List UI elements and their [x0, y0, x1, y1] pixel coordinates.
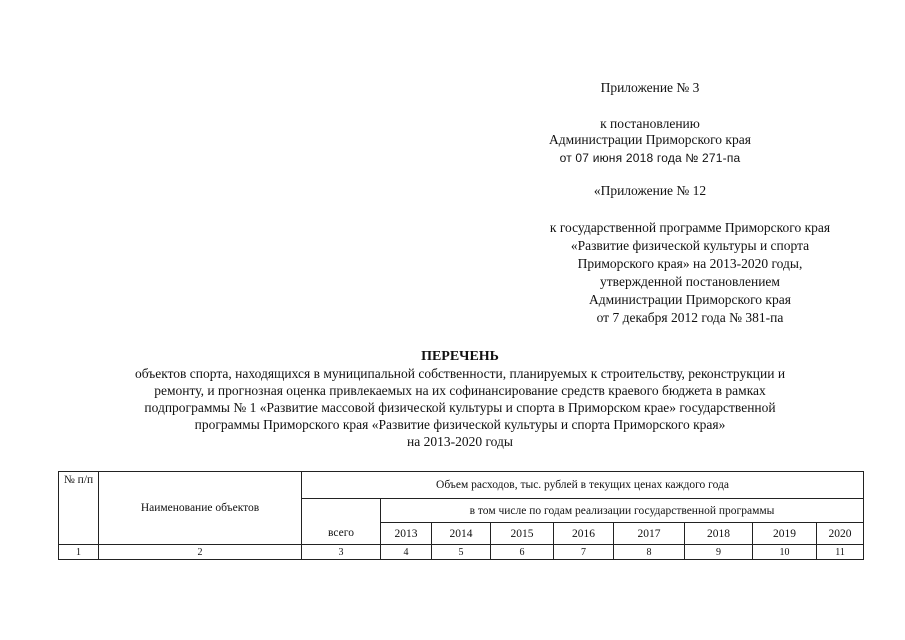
numbering-cell: 1 — [59, 545, 99, 560]
resolution-date-stamp: от 07 июня 2018 года № 271-па — [559, 151, 741, 165]
objects-table — [58, 471, 864, 560]
year-cell: 2014 — [432, 523, 491, 545]
program-line: к государственной программе Приморского края — [549, 220, 831, 235]
title-line: подпрограммы № 1 «Развитие массовой физической культуры и спорта в Приморском крае» государственной — [144, 400, 776, 415]
col-including-header: в том числе по годам реализации государственной программы — [381, 499, 864, 523]
year-cell: 2019 — [753, 523, 817, 545]
administration-label: Администрации Приморского края — [549, 132, 751, 147]
year-cell: 2016 — [554, 523, 614, 545]
col-name-header: Наименование объектов — [99, 472, 302, 545]
program-line: от 7 декабря 2012 года № 381-па — [596, 310, 784, 325]
year-cell: 2013 — [381, 523, 432, 545]
numbering-cell: 6 — [491, 545, 554, 560]
document-heading: ПЕРЕЧЕНЬ — [421, 349, 499, 364]
title-line: объектов спорта, находящихся в муниципальной собственности, планируемых к строительству, реконструкции и — [134, 366, 786, 381]
numbering-cell: 10 — [753, 545, 817, 560]
title-line: ремонту, и прогнозная оценка привлекаемых на их софинансирование средств краевого бюджета в рамках — [154, 383, 766, 398]
numbering-cell: 5 — [432, 545, 491, 560]
title-line: программы Приморского края «Развитие физической культуры и спорта Приморского края» — [194, 417, 726, 432]
numbering-cell: 8 — [614, 545, 685, 560]
program-line: Приморского края» на 2013-2020 годы, — [577, 256, 803, 271]
title-line: на 2013-2020 годы — [407, 434, 513, 449]
year-cell: 2018 — [685, 523, 753, 545]
program-line: «Развитие физической культуры и спорта — [570, 238, 810, 253]
numbering-cell: 9 — [685, 545, 753, 560]
table-numbering-row — [59, 545, 864, 560]
col-number-header: № п/п — [59, 472, 99, 545]
year-cell: 2017 — [614, 523, 685, 545]
numbering-cell: 2 — [99, 545, 302, 560]
program-line: утвержденной постановлением — [600, 274, 780, 289]
year-cell: 2020 — [817, 523, 864, 545]
document-title-block — [60, 348, 860, 450]
col-total-header: всего — [302, 499, 381, 545]
year-cell: 2015 — [491, 523, 554, 545]
col-expenses-header: Объем расходов, тыс. рублей в текущих ценах каждого года — [302, 472, 864, 499]
table-header-row — [59, 472, 864, 499]
to-resolution-label: к постановлению — [600, 116, 700, 131]
numbering-cell: 11 — [817, 545, 864, 560]
numbering-cell: 7 — [554, 545, 614, 560]
numbering-cell: 3 — [302, 545, 381, 560]
numbering-cell: 4 — [381, 545, 432, 560]
appendix12-label: «Приложение № 12 — [593, 183, 707, 198]
appendix-label: Приложение № 3 — [600, 80, 700, 95]
program-line: Администрации Приморского края — [589, 292, 791, 307]
